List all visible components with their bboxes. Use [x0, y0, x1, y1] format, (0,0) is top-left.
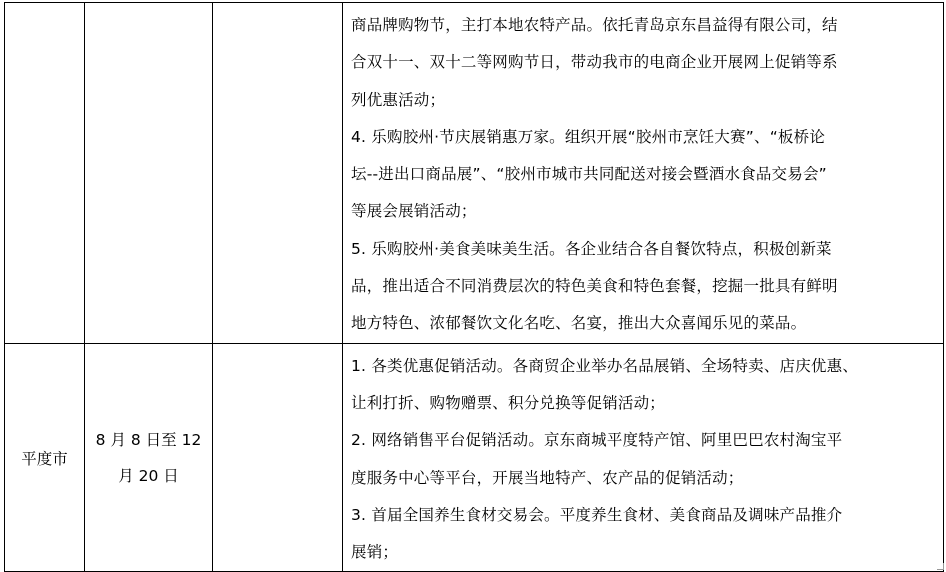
content-line: 地方特色、浓郁餐饮文化名吃、名宴，推出大众喜闻乐见的菜品。 [351, 314, 807, 333]
date-cell [85, 3, 213, 344]
date-line: 8 月 8 日至 12 [95, 430, 202, 449]
content-line: 等展会展销活动； [351, 202, 477, 221]
content-line: 合双十一、双十二等网购节日，带动我市的电商企业开展网上促销等系 [351, 53, 838, 72]
content-line: 品，推出适合不同消费层次的特色美食和特色套餐，挖掘一批具有鲜明 [351, 277, 838, 296]
date-cell [85, 343, 213, 572]
date-line: 月 20 日 [118, 466, 179, 485]
organizer-cell [213, 343, 343, 572]
content-line: 列优惠活动； [351, 90, 446, 109]
activity-content-cell [343, 343, 944, 572]
organizer-cell [213, 3, 343, 344]
table-row [5, 343, 944, 572]
content-line: 1. 各类优惠促销活动。各商贸企业举办名品展销、全场特卖、店庆优惠、 [351, 356, 859, 375]
content-line: 展销； [351, 543, 399, 562]
content-line: 3. 首届全国养生食材交易会。平度养生食材、美食商品及调味产品推介 [351, 505, 843, 524]
table-row [5, 3, 944, 344]
city-cell [5, 3, 85, 344]
activity-table [4, 2, 944, 572]
content-line: 度服务中心等平台，开展当地特产、农产品的促销活动； [351, 468, 744, 487]
content-line: 4. 乐购胶州·节庆展销惠万家。组织开展“胶州市烹饪大赛”、“板桥论 [351, 127, 826, 146]
city-cell [5, 343, 85, 572]
content-line: 2. 网络销售平台促销活动。京东商城平度特产馆、阿里巴巴农村淘宝平 [351, 431, 843, 450]
content-line: 商品牌购物节，主打本地农特产品。依托青岛京东昌益得有限公司，结 [351, 16, 838, 34]
city-text: 平度市 [21, 449, 68, 468]
page-corner-marker [937, 563, 944, 570]
content-line: 5. 乐购胶州·美食美味美生活。各企业结合各自餐饮特点，积极创新菜 [351, 239, 832, 258]
content-line: 让利打折、购物赠票、积分兑换等促销活动； [351, 393, 666, 412]
content-line: 坛--进出口商品展”、“胶州市城市共同配送对接会暨酒水食品交易会” [351, 165, 827, 184]
activity-content-cell [343, 3, 944, 344]
